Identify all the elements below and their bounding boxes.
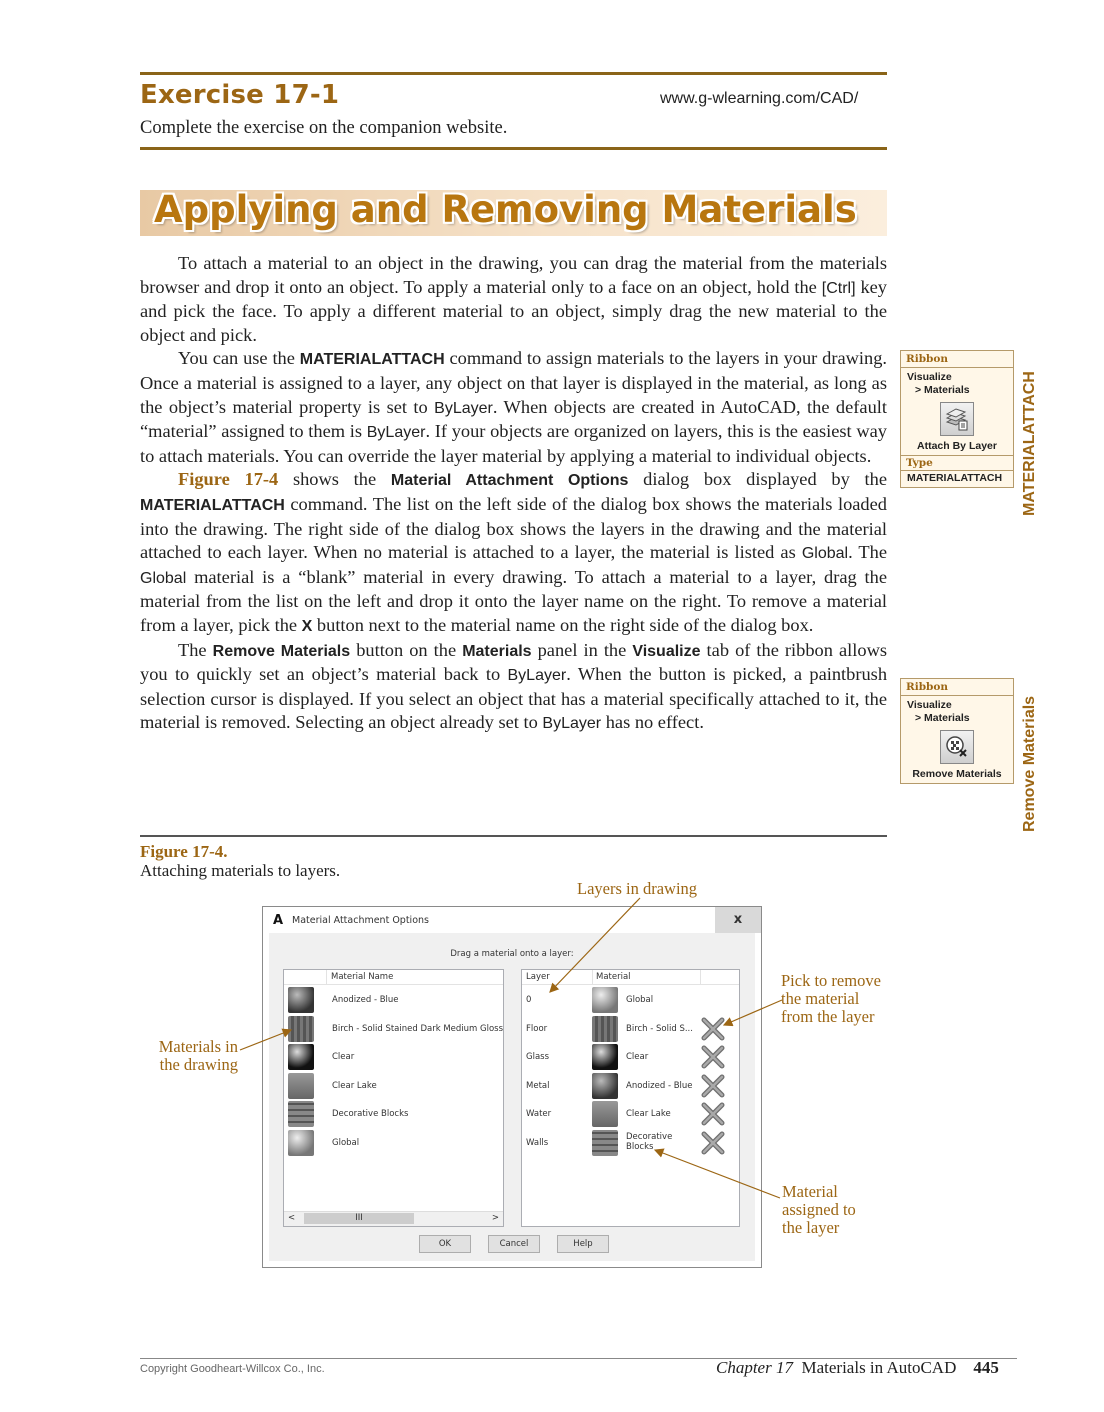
- callout-pick-remove: Pick to remove the material from the layer: [781, 971, 881, 1026]
- layer-material-name: Decorative Blocks: [626, 1131, 673, 1152]
- layer-name: Water: [526, 1109, 552, 1119]
- ribbon-head: Ribbon: [901, 679, 1013, 696]
- leader-pick: [724, 1000, 782, 1025]
- material-header[interactable]: Material: [596, 972, 631, 982]
- ribbon-type-head: Type: [901, 455, 1013, 470]
- footer-copyright: Copyright Goodheart-Willcox Co., Inc.: [140, 1363, 325, 1375]
- exercise-text: Complete the exercise on the companion website.: [140, 118, 508, 138]
- callout-layers: Layers in drawing: [577, 879, 698, 898]
- exercise-title: Exercise 17-1: [140, 80, 340, 110]
- layer-material-name: Anodized - Blue: [626, 1080, 693, 1091]
- figure-caption: Attaching materials to layers.: [140, 861, 341, 880]
- ribbon-panel: > Materials: [915, 384, 970, 396]
- layer-name: Glass: [526, 1052, 550, 1062]
- close-button[interactable]: x: [715, 907, 761, 933]
- layer-header[interactable]: Layer: [526, 972, 550, 982]
- layer-material-name: Birch - Solid S...: [626, 1023, 693, 1034]
- ribbon-tab: Visualize: [907, 699, 952, 711]
- footer-chapter: Chapter 17 Materials in AutoCAD 445: [716, 1358, 999, 1377]
- dialog-instruction: Drag a material onto a layer:: [450, 949, 574, 959]
- callout-materials: Materials in the drawing: [158, 1037, 238, 1074]
- ribbon-caption: Attach By Layer: [917, 440, 997, 452]
- material-name: Clear: [332, 1052, 355, 1062]
- material-name: Clear Lake: [332, 1080, 377, 1091]
- layer-name: Walls: [526, 1137, 549, 1148]
- side-label-remove-materials: Remove Materials: [1021, 695, 1038, 832]
- material-name: Decorative Blocks: [332, 1109, 409, 1119]
- material-name: Birch - Solid Stained Dark Medium Gloss: [332, 1023, 504, 1034]
- paragraph-1: To attach a material to an object in the drawing, you can drag the material from the materials browser and drop it onto an object. To apply a material only to a face on an object, hold the [Ctrl] key and pick the face. To apply a different material to an object, simply drag the new material to the object and pick.: [140, 253, 887, 345]
- paragraph-2: You can use the MATERIALATTACH command to assign materials to the layers in your drawing. Once a material is assigned to a layer, any object on that layer is displayed in the material, as long as the object’s material property is set to ByLayer. When objects are created in AutoCAD, the default “material” assigned to them is ByLayer. If your objects are organized on layers, this is the easiest way to attach materials. You can override the layer material by applying a material to individual objects.: [140, 348, 887, 466]
- layer-material-name: Global: [626, 995, 654, 1005]
- scroll-left-button[interactable]: <: [288, 1213, 296, 1223]
- ribbon-tab: Visualize: [907, 371, 952, 383]
- layer-material-name: Clear Lake: [626, 1109, 671, 1119]
- material-name: Anodized - Blue: [332, 995, 399, 1005]
- autocad-logo-icon: A: [273, 913, 284, 928]
- callout-assigned: Material assigned to the layer: [782, 1182, 856, 1237]
- scroll-right-button[interactable]: >: [491, 1213, 499, 1223]
- layer-material-name: Clear: [626, 1052, 649, 1062]
- ok-button[interactable]: OK: [419, 1235, 471, 1253]
- leader-materials: [240, 1030, 291, 1050]
- ribbon-command: MATERIALATTACH: [901, 470, 1013, 487]
- figure-title: Figure 17-4.: [140, 842, 228, 861]
- ribbon-caption: Remove Materials: [912, 768, 1002, 780]
- material-name-header[interactable]: Material Name: [331, 972, 394, 982]
- layer-name: 0: [526, 995, 532, 1005]
- ribbon-panel: > Materials: [915, 712, 970, 724]
- material-name: Global: [332, 1137, 360, 1148]
- side-label-materialattach: MATERIALATTACH: [1021, 371, 1038, 516]
- paragraph-4: The Remove Materials button on the Materials panel in the Visualize tab of the ribbon allows you to quickly set an object’s material back to ByLayer. When the button is picked, a paintbrush selection cursor is displayed. If you select an object that has a material specifically attached to it, the material is removed. Selecting an object already set to ByLayer has no effect.: [140, 639, 888, 733]
- cancel-button[interactable]: Cancel: [488, 1235, 540, 1253]
- paragraph-3: Figure 17-4 shows the Material Attachment Options dialog box displayed by the MATERIALATTACH command. The list on the left side of the dialog box shows the materials loaded into the drawing. The right side of the dialog box shows the layers in the drawing and the material attached to each layer. When no material is attached to a layer, the material is listed as Global. The Global material is a “blank” material in every drawing. To attach a material to a layer, drag the material from the list on the left and drop it onto the layer name on the right. To remove a material from a layer, pick the X button next to the material name on the right side of the dialog box.: [140, 469, 887, 635]
- section-heading: Applying and Removing Materials: [154, 188, 857, 231]
- dialog-title: Material Attachment Options: [292, 915, 429, 926]
- leader-assigned: [655, 1150, 780, 1198]
- leader-layers: [550, 898, 640, 992]
- layer-name: Floor: [526, 1023, 548, 1034]
- layer-name: Metal: [526, 1080, 550, 1091]
- ribbon-head: Ribbon: [901, 351, 1013, 368]
- exercise-url[interactable]: www.g-wlearning.com/CAD/: [660, 90, 859, 107]
- scroll-thumb[interactable]: III: [304, 1213, 414, 1224]
- help-button[interactable]: Help: [557, 1235, 609, 1253]
